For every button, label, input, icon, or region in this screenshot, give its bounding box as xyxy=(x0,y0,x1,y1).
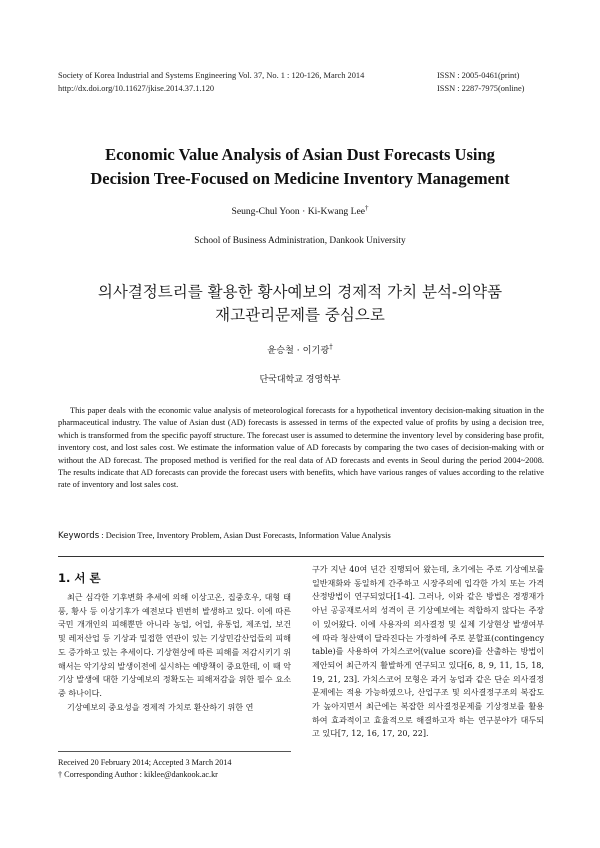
keywords-label: Keywords xyxy=(58,531,100,541)
english-authors: Seung-Chul Yoon · Ki-Kwang Lee† xyxy=(231,204,369,218)
body-column-left xyxy=(58,591,291,714)
paragraph: 최근 심각한 기후변화 추세에 의해 이상고온, 집중호우, 대형 태풍, 황사 등 이상기후가 예전보다 빈번히 발생하고 있다. 이에 따른 국민 개개인의 피해뿐만 아니라 농업, 어업, 유통업, 제조업, 보건 및 레저산업 등 기상과 밀접한 연관이 있는 기상민감산업들의 피해도 증가하고 있는 추세이다. 기상현상에 따른 피해를 저감시키기 위해서는 악기상의 발생이전에 실시하는 예방책이 중요한데, 이 때 악기상 발생에 대한 기상예보의 정확도는 피해저감을 위한 필수 요소 중 하나이다. xyxy=(58,593,291,698)
divider xyxy=(58,556,544,557)
paragraph: 구가 지난 40여 년간 진행되어 왔는데, 초기에는 주로 기상예보를 일반재화와 동일하게 간주하고 시장주의에 입각한 가치 또는 가격 산정방법이 연구되었다[1-4]. 그러나, 이와 같은 방법은 경쟁재가 아닌 공공재로서의 성격이 큰 기상예보에는 적합하지 않다는 주장이 있어왔다. 이에 사용자의 의사결정 및 실제 기상현상 발생여부에 따라 청산액이 달라진다는 가정하에 주로 분할표(contingency table)를 사용하여 가치스코어(value score)를 산출하는 방법이 제안되어 최근까지 활발하게 연구되고 있다[6, 8, 9, 11, 15, 18, 19, 21, 23]. 가치스코어 모형은 과거 농업과 같은 단순 의사결정문제에는 적용 가능하였으나, 산업구조 및 의사결정구조의 복잡도가 높아지면서 최근에는 복잡한 의사결정문제를 기상정보를 활용하여 효과적이고 효율적으로 해결하고자 하는 연구분야가 대두되고 있다[7, 12, 16, 17, 20, 22]. xyxy=(312,565,544,739)
corresponding-author: † Corresponding Author : kiklee@dankook.ac.kr xyxy=(58,770,218,779)
section-heading: 1. 서 론 xyxy=(58,571,101,585)
abstract: This paper deals with the economic value analysis of meteorological forecasts for a hypothetical inventory decision-making situation in the pharmaceutical industry. The value of Asian dust (AD) forecasts is assessed in terms of the expected value of profits by using a decision tree, which is transformed from the specific payoff structure. The forecast user is assumed to determine the inventory level by considering base profit, inventory cost, and lost sales cost. We estimate the information value of AD forecasts by comparing the two cases of decision-making with or without the AD forecast. The proposed method is verified for the real data of AD forecasts and events in Seoul during the period 2004~2008. The results indicate that AD forecasts can provide the forecast users with benefits, which have various ranges of values according to the relative rate of inventory and lost sales cost. xyxy=(58,406,544,490)
issn-print: ISSN : 2005-0461(print) xyxy=(437,71,520,80)
issn-block xyxy=(437,69,524,95)
footnote-divider xyxy=(58,751,291,752)
korean-authors: 윤승철 · 이기광† xyxy=(267,342,333,356)
dagger-mark-ko: † xyxy=(329,342,333,351)
body-column-right xyxy=(312,563,544,741)
issn-online: ISSN : 2287-7975(online) xyxy=(437,84,525,93)
keywords-text: : Decision Tree, Inventory Problem, Asian Dust Forecasts, Information Value Analysis xyxy=(101,531,391,540)
received-date: Received 20 February 2014; Accepted 3 March 2014 xyxy=(58,758,232,767)
paragraph: 기상예보의 중요성을 경제적 가치로 환산하기 위한 연 xyxy=(67,702,254,712)
footnote xyxy=(58,757,231,781)
english-title: Economic Value Analysis of Asian Dust Forecasts Using Decision Tree-Focused on Medicine Inventory Management xyxy=(90,145,510,188)
korean-title: 의사결정트리를 활용한 황사예보의 경제적 가치 분석-의약품 재고관리문제를 중심으로 xyxy=(97,283,503,324)
journal-citation: Society of Korea Industrial and Systems Engineering Vol. 37, No. 1 : 120-126, March 2014 xyxy=(58,71,365,80)
english-affiliation: School of Business Administration, Dankook University xyxy=(194,236,406,246)
journal-header xyxy=(58,69,364,95)
korean-affiliation: 단국대학교 경영학부 xyxy=(259,375,341,385)
dagger-mark: † xyxy=(365,204,369,212)
doi-link[interactable]: http://dx.doi.org/10.11627/jkise.2014.37.1.120 xyxy=(58,84,215,93)
keywords xyxy=(58,531,548,541)
